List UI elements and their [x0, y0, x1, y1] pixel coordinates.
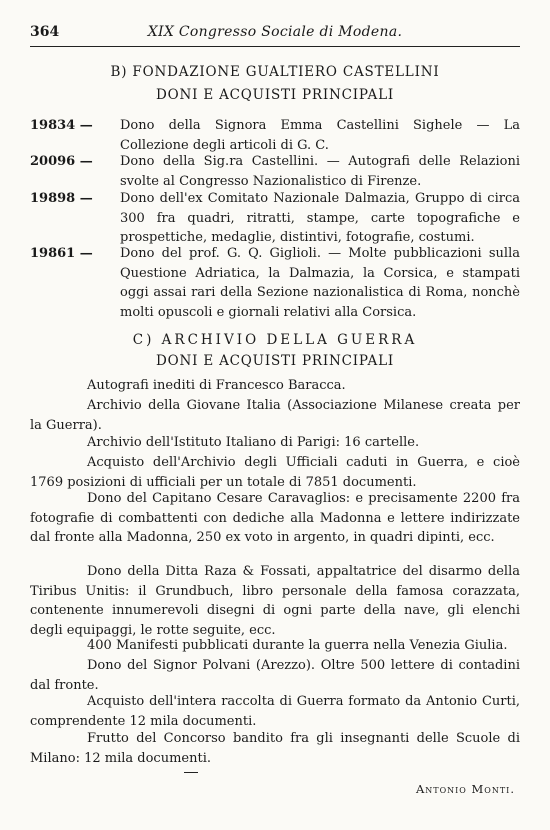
- list-item: [30, 244, 520, 322]
- section-c-title: C) ARCHIVIO DELLA GUERRA: [132, 332, 418, 348]
- entry-text: Dono del prof. G. Q. Giglioli. — Molte pubblicazioni sulla Questione Adriatica, la Dalmazia, la Corsica, e stampati oggi assai rari della Sezione nazionalistica di Roma, nonchè molti opuscoli e giornali relativi alla Corsica.: [120, 246, 520, 320]
- running-title: XIX Congresso Sociale di Modena.: [147, 24, 403, 40]
- paragraph: Archivio dell'Istituto Italiano di Parigi: 16 cartelle.: [87, 435, 420, 450]
- paragraph: Dono del Capitano Cesare Caravaglios: e precisamente 2200 fra fotografie di combattenti con dediche alla Madonna e lettere indirizzate dal fronte alla Madonna, 250 ex voto in argento, in quadri dipinti, ecc.: [30, 491, 520, 546]
- paragraph: Archivio della Giovane Italia (Associazione Milanese creata per la Guerra).: [30, 398, 520, 433]
- paragraph: Acquisto dell'intera raccolta di Guerra formato da Antonio Curti, comprendente 12 mila documenti.: [30, 694, 520, 729]
- entry-number: 19834 —: [30, 118, 93, 133]
- list-item: [30, 152, 520, 191]
- list-item: [30, 189, 520, 248]
- paragraph: Frutto del Concorso bandito fra gli insegnanti delle Scuole di Milano: 12 mila documenti.: [30, 731, 520, 766]
- list-item: [30, 116, 520, 155]
- section-b-subtitle: DONI E ACQUISTI PRINCIPALI: [156, 87, 394, 103]
- entry-number: 19861 —: [30, 246, 93, 261]
- section-b-title: B) FONDAZIONE GUALTIERO CASTELLINI: [110, 64, 440, 80]
- entry-number: 20096 —: [30, 154, 93, 169]
- paragraph: Dono della Ditta Raza & Fossati, appaltatrice del disarmo della Tiribus Unitis: il Grundbuch, libro personale della famosa corazzata, contenente innumerevoli disegni di ogni parte della nave, gli elenchi degli equipaggi, le rotte seguite, ecc.: [30, 564, 520, 638]
- author-signature: Antonio Monti.: [415, 782, 515, 796]
- section-c-subtitle: DONI E ACQUISTI PRINCIPALI: [156, 353, 394, 369]
- page-header: [30, 24, 520, 46]
- closing-rule: [184, 772, 198, 773]
- entry-number: 19898 —: [30, 191, 93, 206]
- paragraph: Acquisto dell'Archivio degli Ufficiali caduti in Guerra, e cioè 1769 posizioni di ufficiali per un totale di 7851 documenti.: [30, 455, 520, 490]
- paragraph: Autografi inediti di Francesco Baracca.: [87, 378, 346, 393]
- paragraph: 400 Manifesti pubblicati durante la guerra nella Venezia Giulia.: [87, 638, 508, 653]
- paragraph: Dono del Signor Polvani (Arezzo). Oltre 500 lettere di contadini dal fronte.: [30, 658, 520, 693]
- entry-text: Dono della Signora Emma Castellini Sighele — La Collezione degli articoli di G. C.: [120, 118, 520, 153]
- page-number: 364: [30, 24, 60, 40]
- entry-text: Dono dell'ex Comitato Nazionale Dalmazia, Gruppo di circa 300 fra quadri, ritratti, stampe, carte topografiche e prospettiche, medaglie, distintivi, fotografie, costumi.: [120, 191, 520, 246]
- entry-text: Dono della Sig.ra Castellini. — Autografi delle Relazioni svolte al Congresso Nazionalistico di Firenze.: [120, 154, 520, 189]
- header-rule: [30, 46, 520, 47]
